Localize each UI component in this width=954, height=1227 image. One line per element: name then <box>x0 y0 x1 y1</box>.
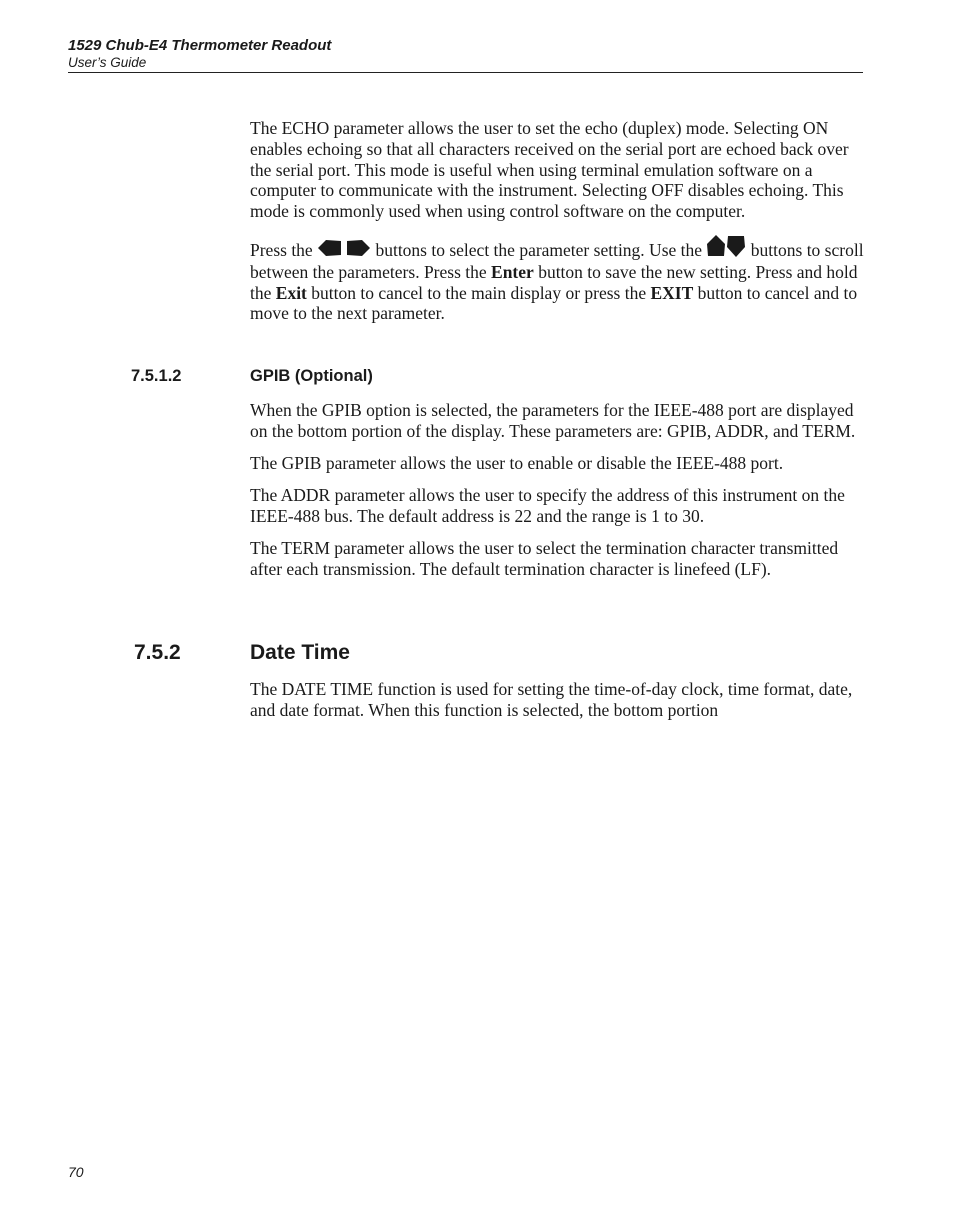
echo-paragraph: The ECHO parameter allows the user to set the echo (duplex) mode. Selecting ON enables echoing so that all characters received on the serial port are echoed back over the serial port. This mode is useful when using terminal emulation software on a computer to communicate with the instrument. Selecting OFF disables echoing. This mode is commonly used when using control software on the computer. <box>250 118 849 222</box>
running-header <box>68 37 863 73</box>
left-right-arrow-keys-icon <box>317 239 371 262</box>
section-7512-number: 7.5.1.2 <box>131 367 182 385</box>
buttons-select-text: buttons to select the parameter setting. Use the <box>375 239 703 260</box>
date-time-paragraph: The DATE TIME function is used for setting the time-of-day clock, time format, date, and date format. When this function is selected, the bottom portion <box>250 679 853 720</box>
addr-parameter-paragraph: The ADDR parameter allows the user to specify the address of this instrument on the IEEE-488 bus. The default address is 22 and the range is 1 to 30. <box>250 485 845 527</box>
save-text: button to save the new setting. Press and hold the <box>250 261 858 303</box>
next-parameter-text: button to cancel and to move to the next parameter. <box>250 282 858 324</box>
cancel-text: button to cancel to the main display or press the <box>311 282 647 303</box>
echo-section <box>250 118 865 324</box>
enter-button-name: Enter <box>491 261 534 282</box>
section-7512-title: GPIB (Optional) <box>250 367 373 385</box>
gpib-section <box>250 400 865 580</box>
exit-caps-button-name: EXIT <box>650 282 694 303</box>
exit-button-name: Exit <box>275 282 307 303</box>
date-time-section <box>250 679 865 721</box>
gpib-parameter-paragraph: The GPIB parameter allows the user to enable or disable the IEEE-488 port. <box>250 452 784 473</box>
gpib-intro-paragraph: When the GPIB option is selected, the parameters for the IEEE-488 port are displayed on the bottom portion of the display. These parameters are: GPIB, ADDR, and TERM. <box>250 400 856 441</box>
section-752-number: 7.5.2 <box>134 641 181 664</box>
button-instructions-paragraph <box>250 235 865 324</box>
press-the-text: Press the <box>250 239 313 260</box>
term-parameter-paragraph: The TERM parameter allows the user to select the termination character transmitted after each transmission. The default termination character is linefeed (LF). <box>250 537 839 579</box>
page-number: 70 <box>68 1164 84 1180</box>
section-752-title: Date Time <box>250 641 350 664</box>
buttons-scroll-text: buttons to scroll between the parameters. Press the <box>250 239 864 282</box>
document-title: 1529 Chub-E4 Thermometer Readout <box>68 37 332 54</box>
up-down-arrow-keys-icon <box>706 235 746 262</box>
document-subtitle: User’s Guide <box>68 55 147 70</box>
